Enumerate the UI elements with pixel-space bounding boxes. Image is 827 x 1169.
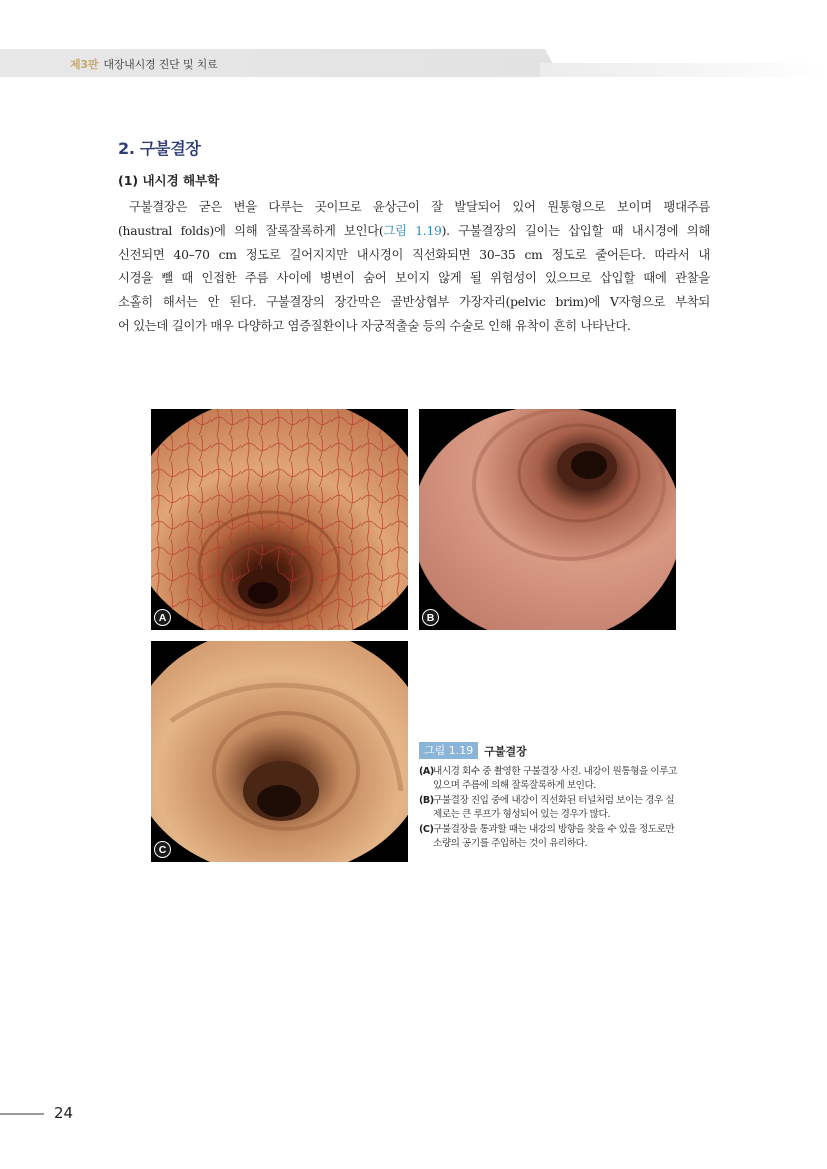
body-line: 시경을 뺄 때 인접한 주름 사이에 병변이 숨어 보이지 않게 될 위험성이 있으므로 삽입할 때에 관찰을 [118,271,710,286]
section-title: 2. 구불결장 [118,139,201,158]
figure-title: 구불결장 [484,744,527,758]
caption-text: 내시경 회수 중 촬영한 구불결장 사진. 내강이 원통형을 이루고 있으며 주름에 의해 잘록잘록하게 보인다. [433,766,677,792]
subsection-title: (1) 내시경 해부학 [118,173,220,188]
body-line: 구불결장은 굳은 변을 다루는 곳이므로 윤상근이 잘 발달되어 있어 원통형으로 보이며 팽대주름 [129,200,710,214]
panel-label-a: A [154,609,171,626]
caption-label: (B) [419,794,434,806]
footer-rule [0,1113,44,1115]
caption-label: (C) [419,823,434,835]
page-number: 24 [54,1104,74,1122]
caption-text: 구불결장을 통과할 때는 내강의 방향을 찾을 수 있을 정도로만 소량의 공기를 주입하는 것이 유리하다. [433,823,675,850]
caption-item-b [419,794,681,823]
caption-label: (A) [419,766,434,777]
endoscopy-image-c [151,641,408,862]
body-line-part: ). 구불결장의 길이는 삽입할 때 내시경에 의해 [441,223,710,238]
book-title: 대장내시경 진단 및 치료 [103,58,218,71]
body-line [118,220,710,244]
caption-text: 구불결장 진입 중에 내강이 직선화된 터널처럼 보이는 경우 실제로는 큰 루프가 형성되어 있는 경우가 많다. [433,794,675,821]
body-line: 신전되면 40–70 cm 정도로 길어지지만 내시경이 직선화되면 30–35 cm 정도로 줄어든다. 따라서 내 [118,247,710,262]
panel-label-c: C [154,841,171,858]
body-paragraph [118,196,710,339]
running-header [70,56,217,72]
body-line: 소홀히 해서는 안 된다. 구불결장의 장간막은 골반상협부 가장자리(pelvic brim)에 V자형으로 부착되 [118,295,710,310]
figure-caption-list [419,765,681,851]
panel-label-b: B [422,609,439,626]
caption-item-c [419,823,681,852]
figure-number-badge: 그림 1.19 [419,742,478,759]
figure-reference-link[interactable]: 그림 1.19 [383,223,442,238]
endoscopy-image-b [419,409,676,630]
endoscopy-image-a [151,409,408,630]
figure-caption-heading [419,742,527,759]
body-line-part: (haustral folds)에 의해 잘록잘록하게 보인다( [118,223,384,238]
caption-item-a [419,765,681,794]
body-line: 어 있는데 길이가 매우 다양하고 염증질환이나 자궁적출술 등의 수술로 인해 유착이 흔히 나타난다. [118,318,631,333]
edition-label: 제3판 [70,58,99,71]
header-band-tail [540,63,827,77]
